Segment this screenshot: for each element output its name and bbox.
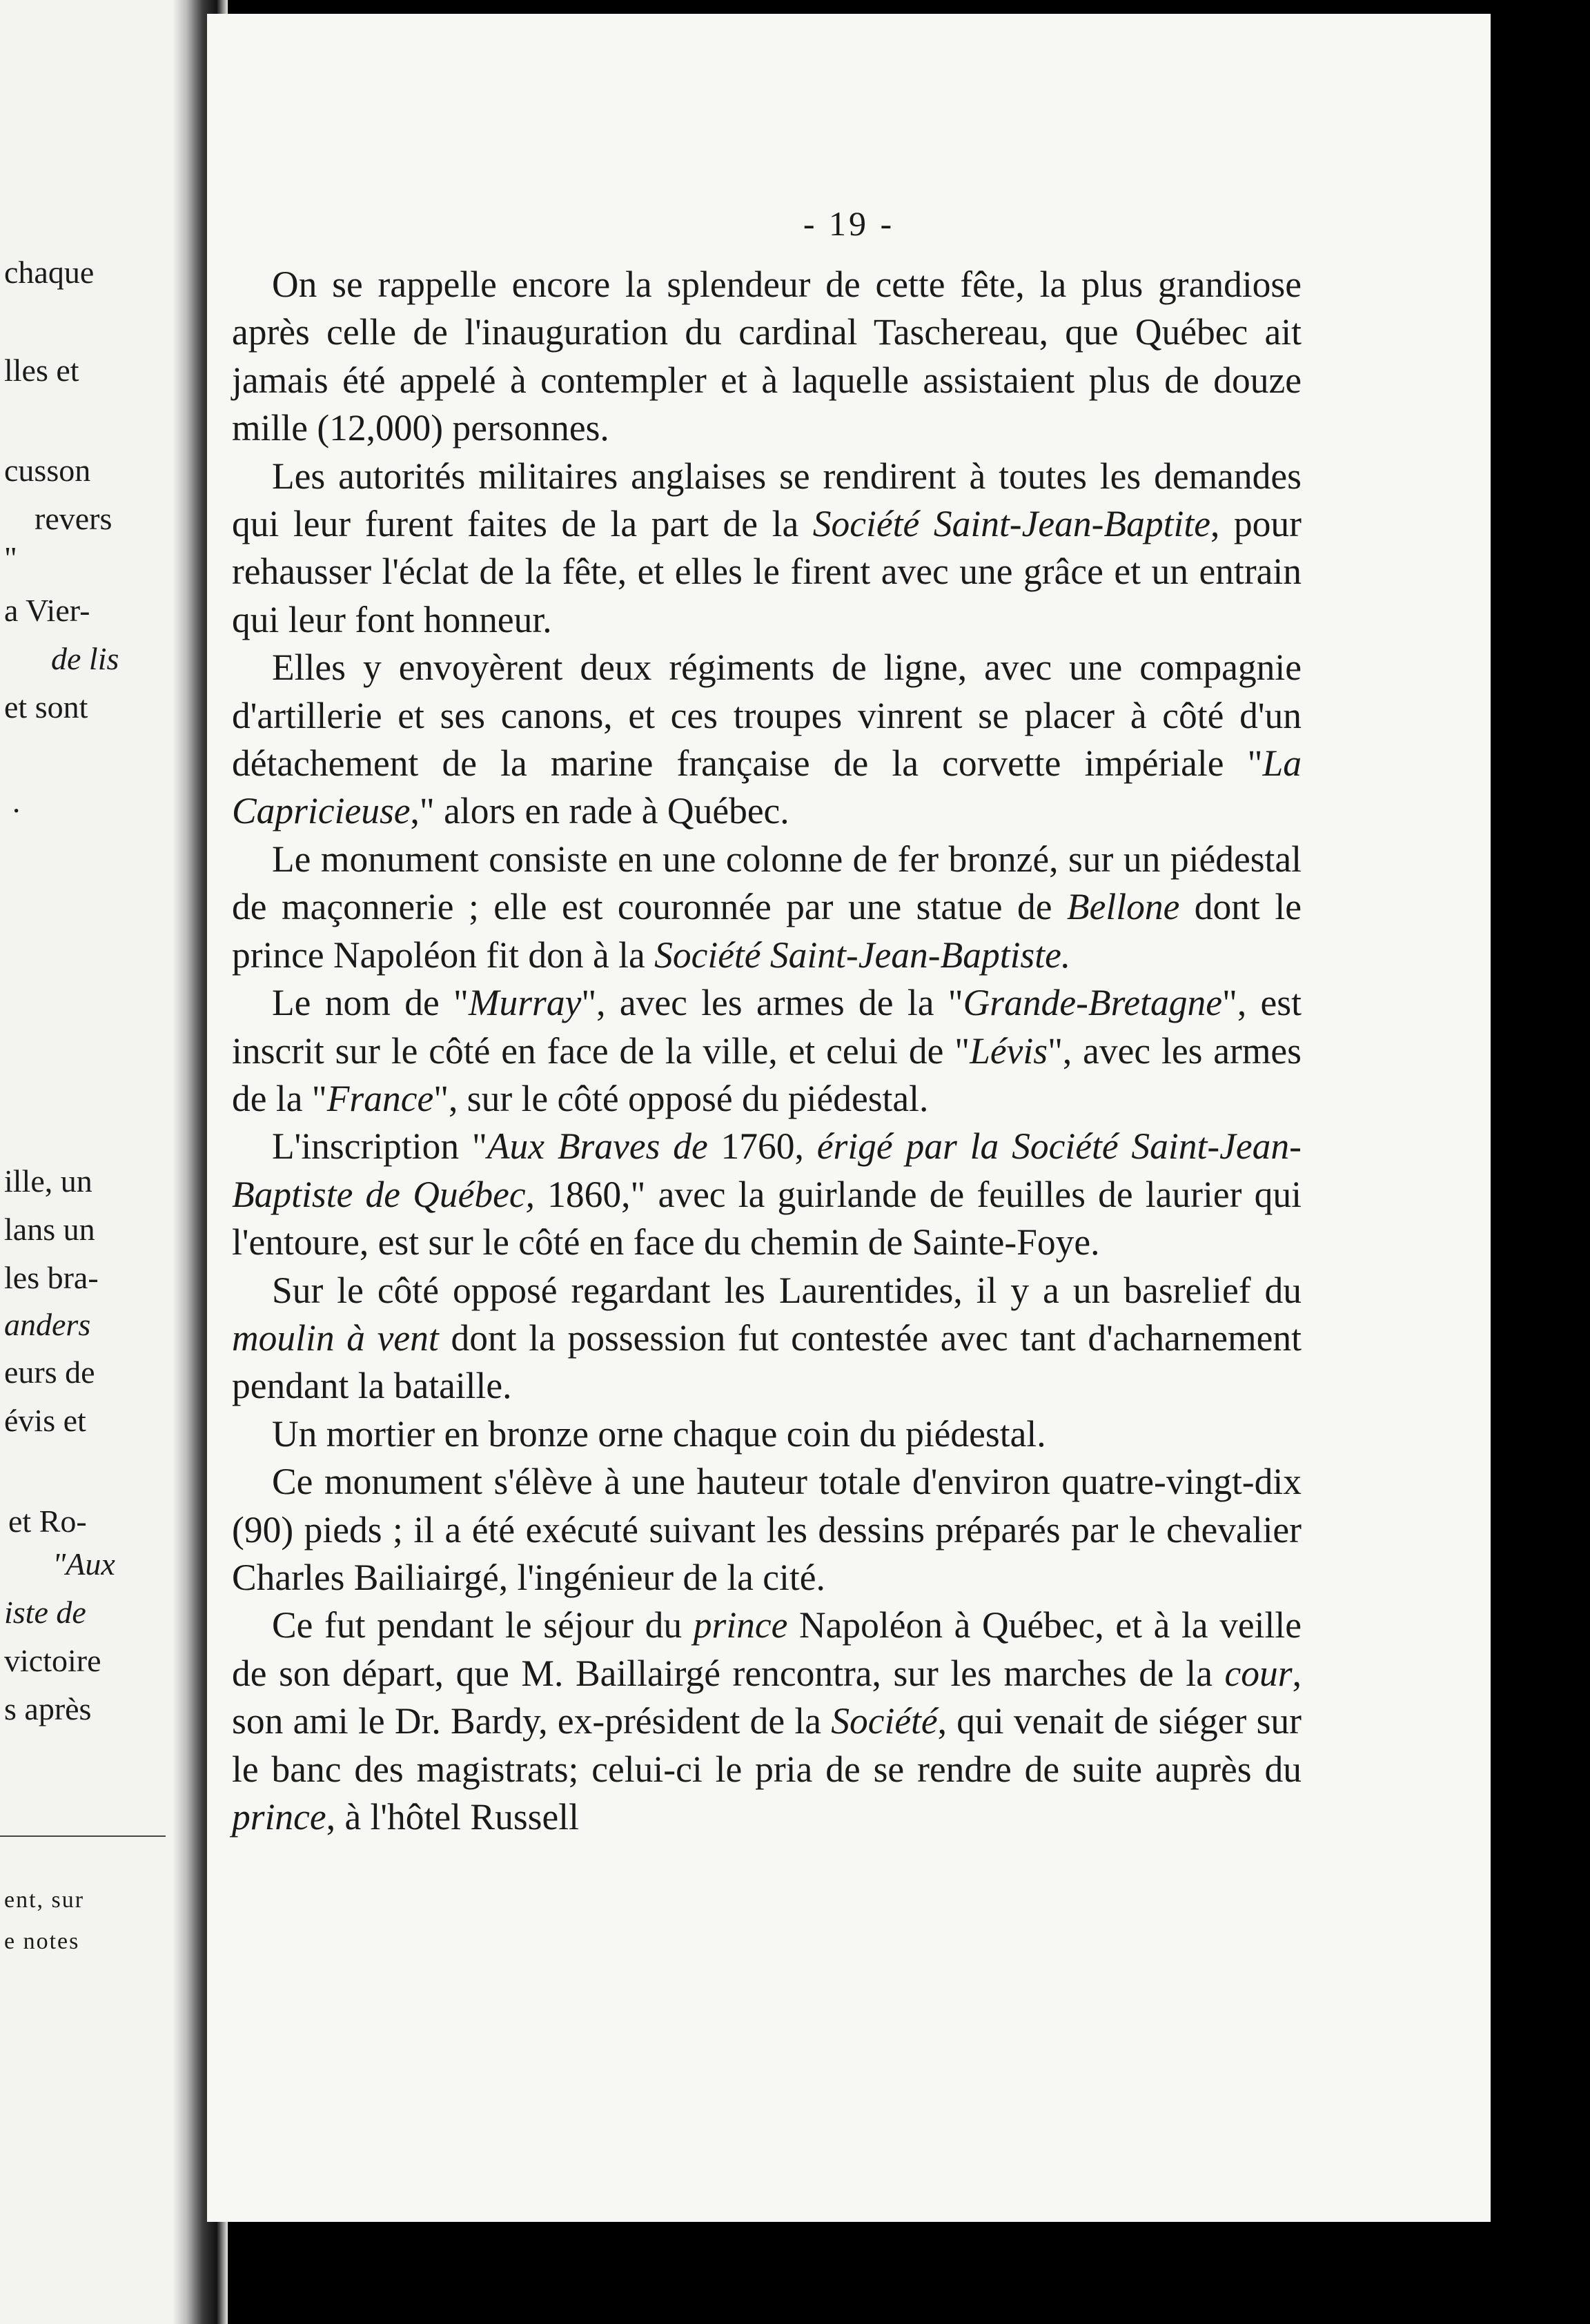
italic-text: La Capricieuse: [232, 742, 1302, 832]
fragment-text: lans un: [4, 1212, 95, 1247]
paragraph: [232, 836, 1302, 979]
scan-border: [1491, 0, 1590, 2324]
text-run: , à l'hôtel Russell: [326, 1796, 579, 1838]
text-run: ", sur le côté opposé du piédestal.: [433, 1077, 929, 1119]
text-run: ", avec les armes de la ": [232, 1030, 1302, 1119]
italic-text: moulin à vent: [232, 1317, 439, 1359]
fragment-text: revers: [35, 501, 112, 536]
paragraph: [232, 453, 1302, 644]
fragment-text: ille, un: [4, 1163, 92, 1199]
italic-text: érigé par la Société Saint-Jean-Baptiste de Québec,: [232, 1125, 1302, 1215]
text-run: ", est inscrit sur le côté en face de la ville, et celui de ": [232, 982, 1302, 1072]
text-run: On se rappelle encore la splendeur de cette fête, la plus grandiose après celle de l'inauguration du cardinal Taschereau, que Québec ait jamais été appelé à contempler et à laquelle assistaient plus de douze mille (12,000) personnes.: [232, 264, 1302, 449]
footnote-rule: [0, 1835, 166, 1837]
fragment-text: lles et: [4, 353, 79, 388]
paragraph: [232, 1123, 1302, 1266]
text-run: Un mortier en bronze orne chaque coin du piédestal.: [272, 1412, 1046, 1455]
text-run: Le monument consiste en une colonne de fer bronzé, sur un piédestal de maçonnerie ; elle est couronnée par une statue de: [232, 838, 1302, 928]
italic-text: Aux Braves de: [487, 1125, 708, 1168]
fragment-text: "Aux: [52, 1546, 115, 1582]
text-run: L'inscription ": [272, 1125, 487, 1168]
fragment-text: anders: [4, 1307, 91, 1342]
fragment-text: de lis: [51, 641, 119, 676]
fragment-text: les bra-: [4, 1260, 99, 1295]
text-run: Les autorités militaires anglaises se rendirent à toutes les demandes qui leur furent faites de la part de la: [232, 455, 1302, 545]
italic-text: prince: [693, 1604, 788, 1646]
paragraph: [232, 1410, 1302, 1458]
fragment-text: et sont: [4, 689, 88, 725]
fragment-text: et Ro-: [8, 1504, 87, 1539]
body-text: [232, 261, 1302, 1841]
paragraph: [232, 644, 1302, 836]
paragraph: [232, 1458, 1302, 1602]
text-run: , qui venait de siéger sur le banc des magistrats; celui-ci le pria de se rendre de suite auprès du: [232, 1700, 1302, 1790]
italic-text: cour: [1224, 1652, 1293, 1694]
text-run: dont le prince Napoléon fit don à la: [232, 886, 1302, 976]
fragment-text: a Vier-: [4, 593, 90, 628]
page-number: - 19 -: [803, 204, 895, 243]
fragment-text: victoire: [4, 1643, 101, 1678]
italic-text: Murray: [468, 982, 582, 1024]
paragraph: [232, 261, 1302, 453]
fragment-text: s après: [4, 1691, 92, 1726]
italic-text: France: [326, 1077, 434, 1119]
fragment-text: chaque: [4, 255, 95, 290]
page: [207, 14, 1491, 2222]
italic-text: Société Saint-Jean-Baptiste.: [654, 934, 1071, 976]
fragment-text: ": [4, 540, 17, 575]
fragment-text: eurs de: [4, 1355, 95, 1390]
fragment-text: évis et: [4, 1403, 86, 1438]
fragment-text: cusson: [4, 453, 91, 488]
text-run: 1760,: [707, 1125, 817, 1168]
text-run: Elles y envoyèrent deux régiments de ligne, avec une compagnie d'artillerie et ses canons, et ces troupes vinrent se placer à côté d'un détachement de la marine française de la corvette impériale ": [232, 647, 1302, 785]
italic-text: Bellone: [1066, 886, 1180, 928]
text-run: Ce fut pendant le séjour du: [272, 1604, 694, 1646]
text-run: Le nom de ": [272, 982, 469, 1024]
text-run: ," alors en rade à Québec.: [410, 790, 789, 832]
italic-text: Lévis: [970, 1030, 1048, 1072]
text-run: ", avec les armes de la ": [581, 982, 963, 1024]
text-run: , pour rehausser l'éclat de la fête, et elles le firent avec une grâce et un entrain qui leur font honneur.: [232, 503, 1302, 640]
paragraph: [232, 1267, 1302, 1410]
italic-text: Société: [831, 1700, 938, 1742]
text-run: dont la possession fut contestée avec tant d'acharnement pendant la bataille.: [232, 1317, 1302, 1407]
italic-text: Grande-Bretagne: [963, 982, 1223, 1024]
facing-page-fragment: [0, 0, 173, 2324]
text-run: Napoléon à Québec, et à la veille de son départ, que M. Baillairgé rencontra, sur les marches de la: [232, 1604, 1302, 1694]
text-run: Sur le côté opposé regardant les Laurentides, il y a un basrelief du: [272, 1269, 1302, 1311]
fragment-text: iste de: [4, 1595, 86, 1630]
fragment-footnote: e notes: [4, 1929, 80, 1954]
paragraph: [232, 1602, 1302, 1841]
italic-text: prince: [232, 1796, 326, 1838]
text-run: 1860," avec la guirlande de feuilles de laurier qui l'entoure, est sur le côté en face du chemin de Sainte-Foye.: [232, 1173, 1302, 1263]
text-run: Ce monument s'élève à une hauteur totale d'environ quatre-vingt-dix (90) pieds ; il a été exécuté suivant les dessins préparés par le chevalier Charles Bailiairgé, l'ingénieur de la cité.: [232, 1461, 1302, 1598]
fragment-text: ·: [11, 793, 22, 828]
fragment-footnote: ent, sur: [4, 1887, 85, 1913]
text-run: , son ami le Dr. Bardy, ex-président de la: [232, 1652, 1302, 1742]
paragraph: [232, 979, 1302, 1123]
italic-text: Société Saint-Jean-Baptite: [812, 503, 1210, 545]
